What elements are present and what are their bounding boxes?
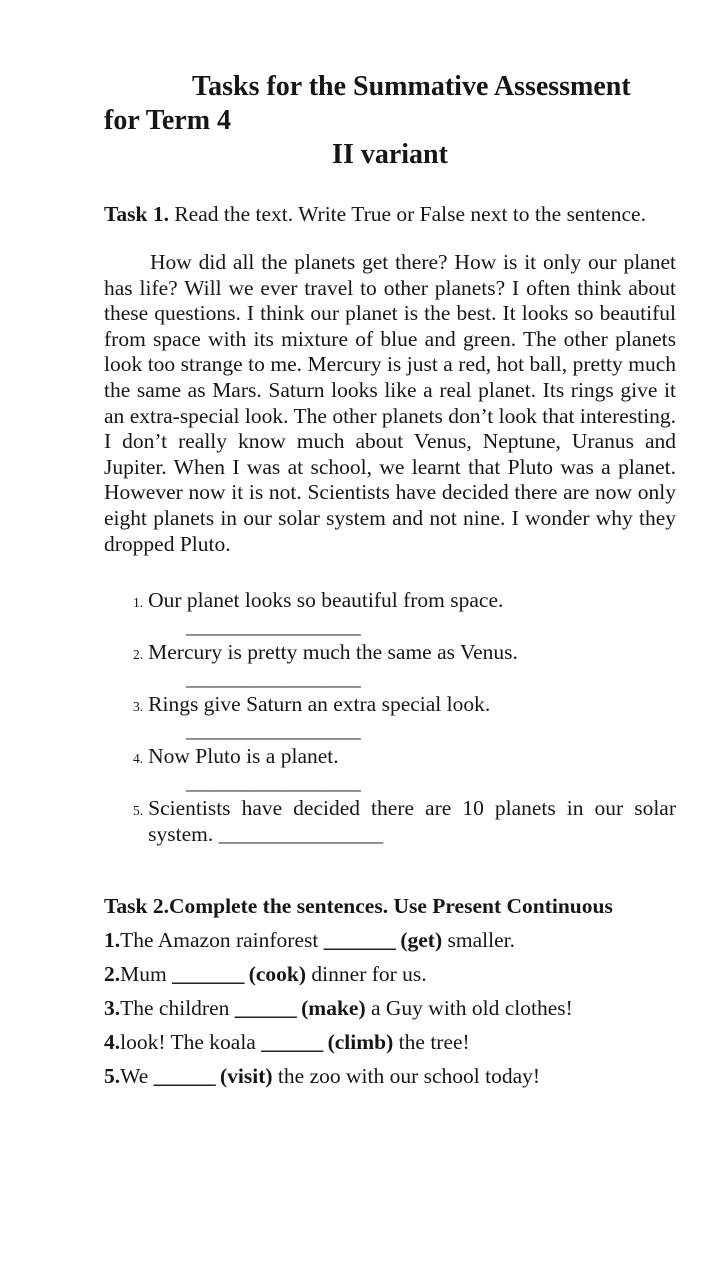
task2-sentence-1 (104, 927, 676, 954)
task2-sentence-3 (104, 995, 676, 1022)
sentence-number: 3. (104, 996, 121, 1021)
task1-label: Task 1. (104, 202, 169, 226)
task1-statement-4 (133, 743, 676, 769)
statement-text: Our planet looks so beautiful from space. (148, 588, 504, 613)
sentence-number: 5. (104, 1064, 121, 1089)
statement-text-body: Scientists have decided there are 10 planets in our solar system. (148, 796, 676, 847)
sentence-post: smaller. (442, 928, 515, 953)
task2-sentence-2 (104, 961, 676, 988)
verb-hint: (get) (400, 928, 443, 953)
title-line-2: for Term 4 (104, 105, 232, 136)
variant-heading: II variant (332, 139, 448, 170)
task1-statement-3 (133, 691, 676, 717)
answer-blank-5: ________________ (218, 822, 383, 847)
answer-blank-4: _________________ (186, 770, 361, 795)
fill-blank: _______ (172, 962, 249, 987)
statement-text (148, 795, 676, 847)
fill-blank: _______ (323, 928, 401, 953)
document-title (104, 70, 676, 138)
sentence-number: 2. (104, 962, 121, 987)
reading-passage: How did all the planets get there? How is it only our planet has life? Will we ever travel to other planets? I often think about these questions. I think our planet is the best. It looks so beautiful from space with its mixture of blue and green. The other planets look too strange to me. Mercury is just a red, hot ball, pretty much the same as Mars. Saturn looks like a real planet. Its rings give it an extra-special look. The other planets don’t look that interesting. I don’t really know much about Venus, Neptune, Uranus and Jupiter. When I was at school, we learnt that Pluto was a planet. However now it is not. Scientists have decided there are now only eight planets in our solar system and not nine. I wonder why they dropped Pluto. (104, 250, 676, 556)
statement-text: Rings give Saturn an extra special look. (148, 692, 491, 717)
sentence-post: the zoo with our school today! (272, 1064, 541, 1089)
task1-statement-2 (133, 639, 676, 665)
task1-statement-5 (133, 795, 676, 847)
answer-blank-2: _________________ (186, 666, 361, 691)
statement-text: Now Pluto is a planet. (148, 744, 339, 769)
statement-number: 3. (133, 699, 144, 715)
fill-blank: ______ (261, 1030, 328, 1055)
sentence-number: 1. (104, 928, 121, 953)
task1-instructions: Read the text. Write True or False next to the sentence. (174, 202, 646, 226)
statement-text: Mercury is pretty much the same as Venus. (148, 640, 518, 665)
task2-heading: Task 2.Complete the sentences. Use Present Continuous (104, 894, 613, 919)
sentence-pre: We (120, 1064, 154, 1089)
task2-section (104, 893, 676, 1090)
sentence-pre: look! The koala (120, 1030, 262, 1055)
statement-number: 4. (133, 751, 144, 767)
verb-hint: (make) (301, 996, 366, 1021)
verb-hint: (cook) (248, 962, 307, 987)
task1-heading (104, 201, 676, 227)
statement-number: 1. (133, 595, 144, 611)
sentence-pre: The children (120, 996, 235, 1021)
task1-statements-list (104, 587, 676, 847)
sentence-post: a Guy with old clothes! (365, 996, 573, 1021)
verb-hint: (climb) (327, 1030, 394, 1055)
sentence-post: dinner for us. (306, 962, 427, 987)
fill-blank: ______ (153, 1064, 220, 1089)
sentence-number: 4. (104, 1030, 121, 1055)
task2-sentence-4 (104, 1029, 676, 1056)
answer-blank-3: _________________ (186, 718, 361, 743)
sentence-post: the tree! (393, 1030, 470, 1055)
sentence-pre: The Amazon rainforest (120, 928, 324, 953)
title-line-1: Tasks for the Summative Assessment (192, 71, 631, 102)
answer-blank-1: _________________ (186, 614, 361, 639)
statement-number: 5. (133, 803, 144, 819)
sentence-pre: Mum (120, 962, 173, 987)
verb-hint: (visit) (220, 1064, 273, 1089)
fill-blank: ______ (234, 996, 302, 1021)
task2-sentence-5 (104, 1063, 676, 1090)
task1-statement-1 (133, 587, 676, 613)
statement-number: 2. (133, 647, 144, 663)
